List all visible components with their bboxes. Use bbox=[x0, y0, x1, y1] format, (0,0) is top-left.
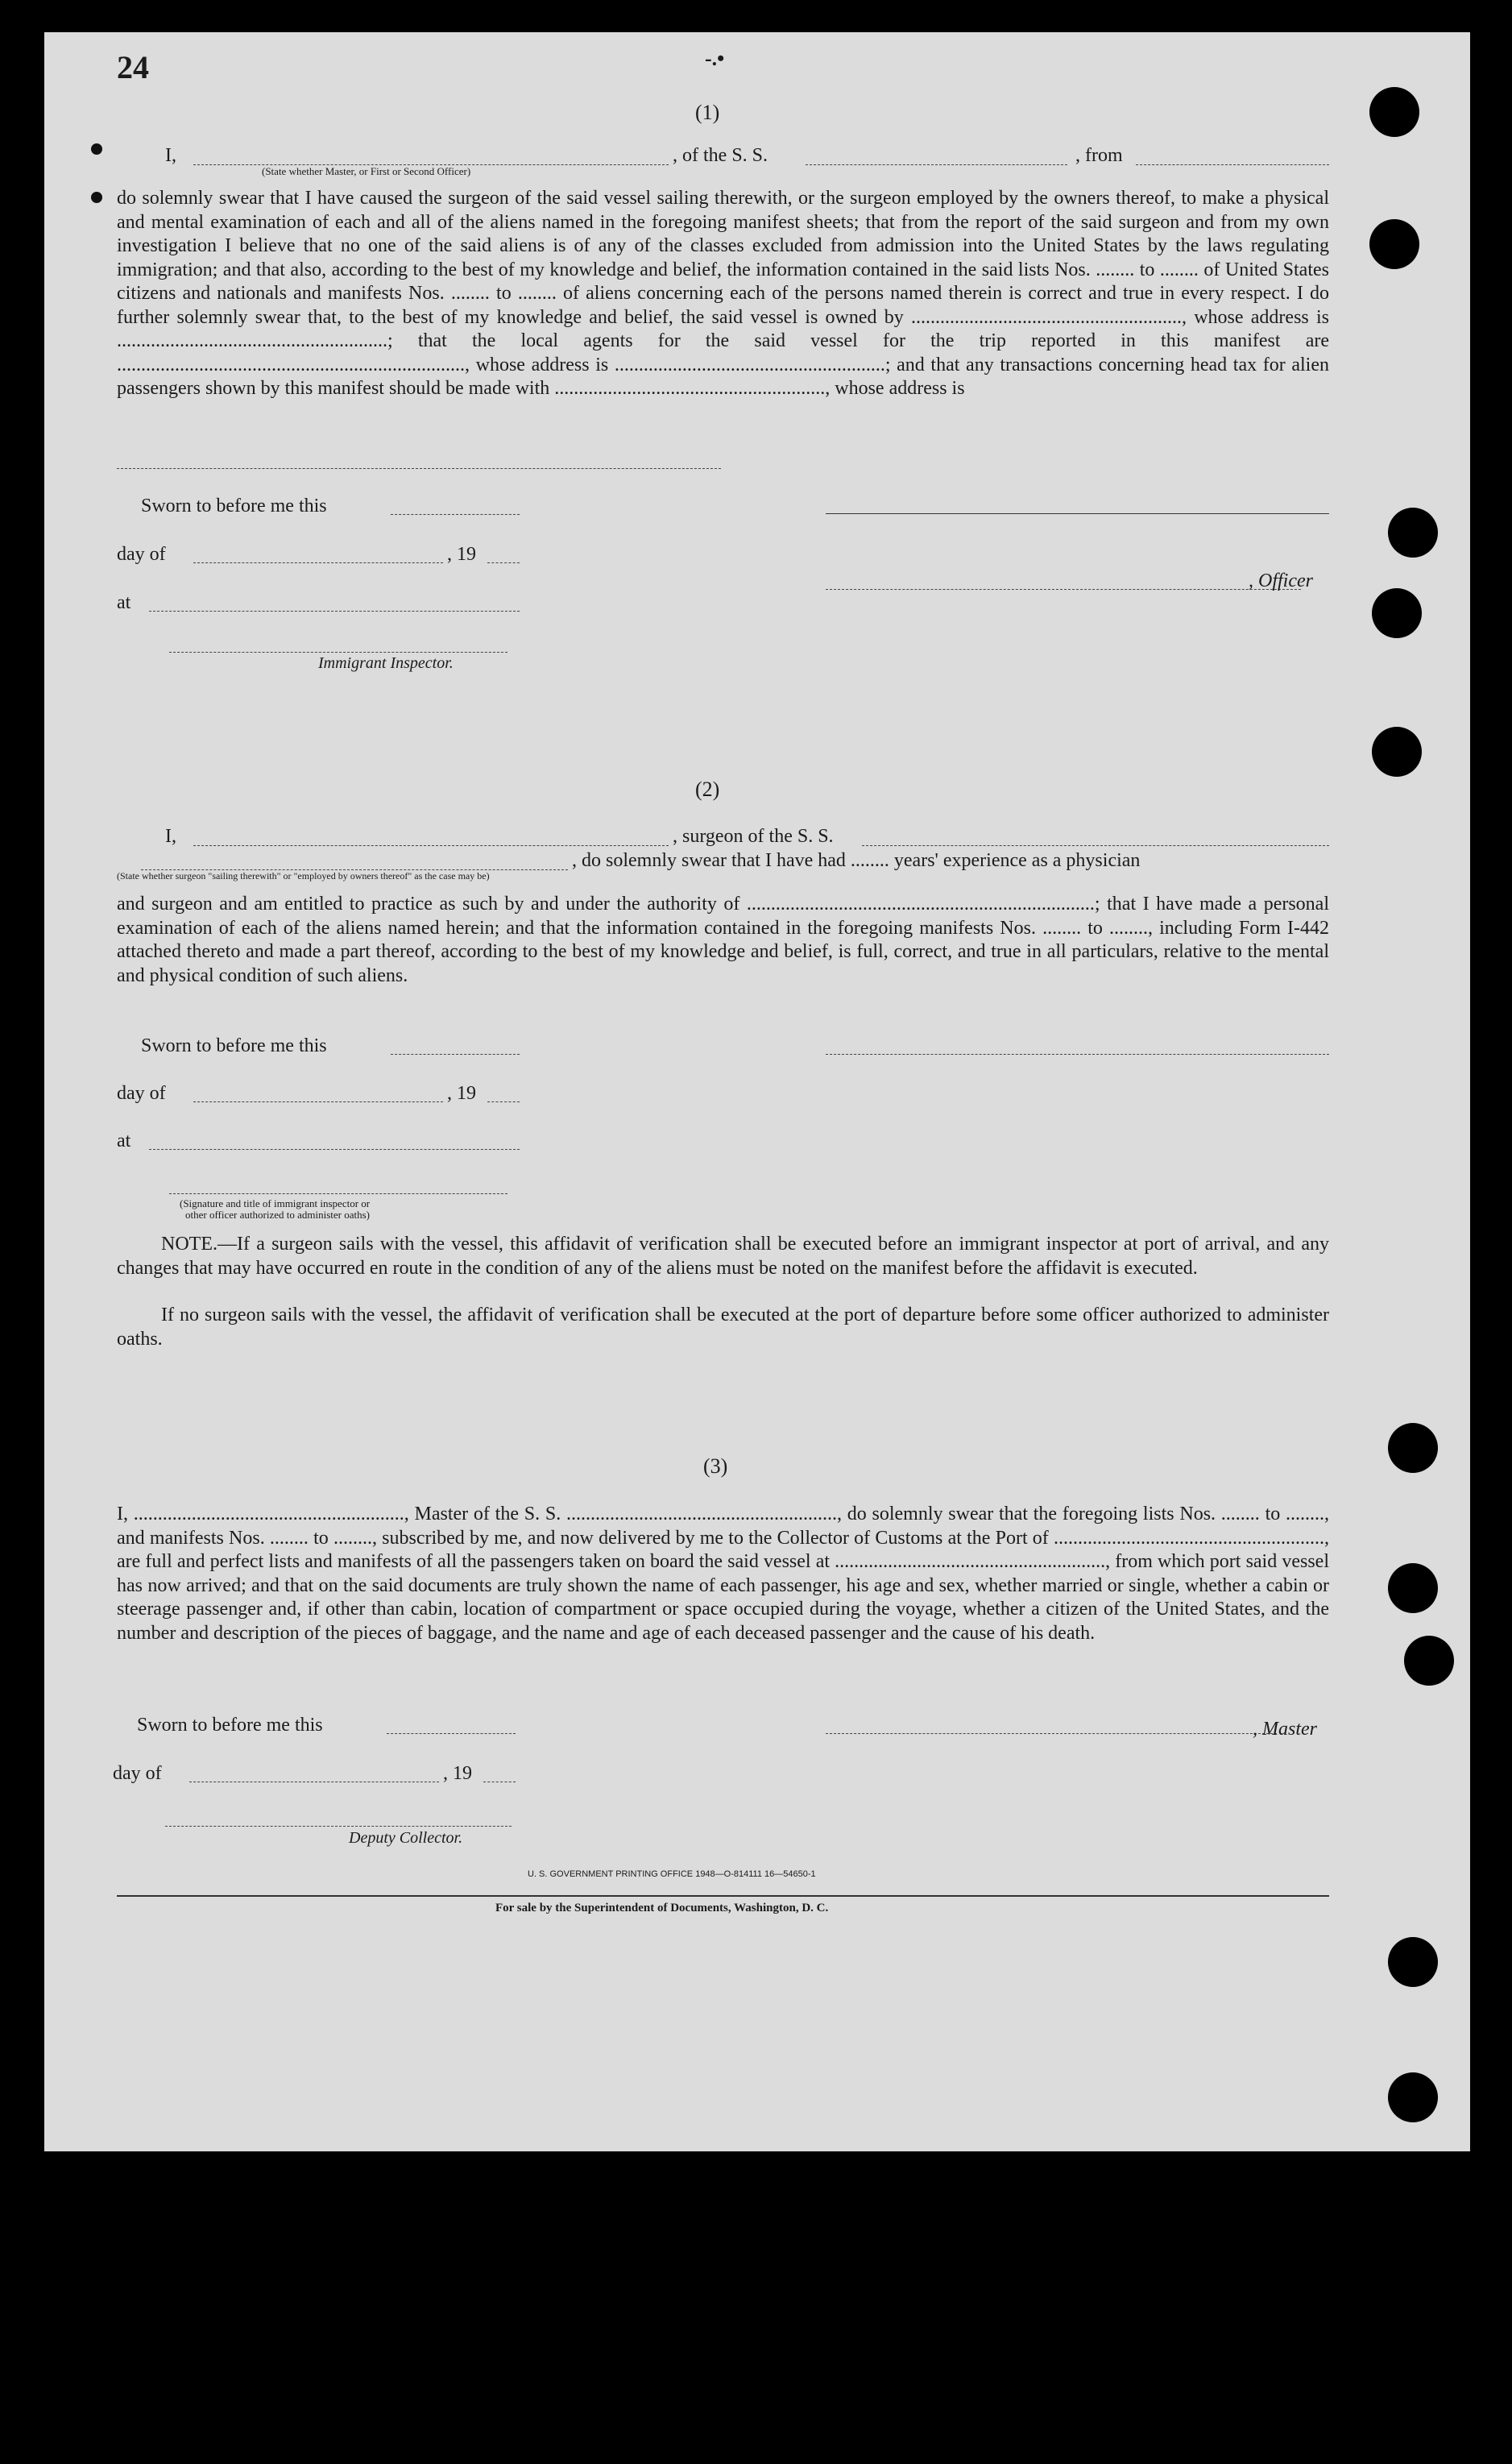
punch-hole bbox=[1404, 1636, 1454, 1686]
s2-surgeon-note: (State whether surgeon "sailing therewith" or "employed by owners thereof" as the case may be) bbox=[117, 870, 490, 881]
section-2-number: (2) bbox=[695, 778, 720, 801]
s2-signature-note-2: other officer authorized to administer oaths) bbox=[185, 1209, 370, 1221]
s1-oath-text: do solemnly swear that I have caused the surgeon of the said vessel sailing therewith, or the surgeon employed by the owners thereof, to make a physical and mental examination of each and all of the aliens named in the foregoing manifest sheets; that from the report of the said surgeon and from my own investigation I believe that no one of the said aliens is of any of the classes excluded from admission into the United States by the laws regulating immigration; and that also, according to the best of my knowledge and belief, the information contained in the said lists Nos. ........ to ........ of United States citizens and nationals and manifests Nos. ........ to ........ of aliens concerning each of the persons named therein is correct and true in every respect. I do further solemnly swear that, to the best of my knowledge and belief, the said vessel is owned by ........................................................, whose address is ........................................................; that the local agents for the said vessel for the trip reported in this manifest are ........................................................................, whose address is ........................................................; and that any transactions concerning head tax for alien passengers shown by this manifest should be made with ........................................................, whose address is bbox=[117, 188, 1329, 399]
s1-officer-note: (State whether Master, or First or Second Officer) bbox=[262, 165, 471, 177]
s2-sworn-label: Sworn to before me this bbox=[141, 1035, 327, 1056]
s2-at-label: at bbox=[117, 1130, 131, 1151]
s2-note-1: NOTE.—If a surgeon sails with the vessel, this affidavit of verification shall be executed before an immigrant inspector at port of arrival, and any changes that may have occurred en route in the condition of any of the aliens must be noted on the manifest before the affidavit is executed. bbox=[117, 1234, 1329, 1279]
s2-signature-note-1: (Signature and title of immigrant inspector or bbox=[180, 1197, 371, 1209]
s2-day-of-label: day of bbox=[117, 1083, 166, 1104]
punch-hole bbox=[1369, 219, 1419, 269]
s3-day-of-label: day of bbox=[113, 1763, 162, 1784]
s1-inspector-label: Immigrant Inspector. bbox=[318, 654, 454, 672]
footer-rule bbox=[117, 1895, 1329, 1897]
s2-i-label: I, bbox=[165, 826, 176, 847]
s1-of-ss-label: , of the S. S. bbox=[673, 145, 768, 166]
manifest-form-page bbox=[44, 32, 1470, 2151]
punch-hole bbox=[1388, 2072, 1438, 2122]
s2-experience-line: , do solemnly swear that I have had ........ years' experience as a physician bbox=[572, 850, 1141, 871]
punch-hole bbox=[1388, 1563, 1438, 1613]
for-sale-note: For sale by the Superintendent of Documents, Washington, D. C. bbox=[495, 1902, 829, 1914]
margin-dot bbox=[91, 143, 102, 155]
s1-officer-label: , Officer bbox=[1249, 570, 1313, 591]
s3-oath-text: I, ........................................................, Master of the S. S. ........................................................, do solemnly swear that the foregoing lists Nos. ........ to ........, and manifests Nos. ........ to ........, subscribed by me, and now delivered by me to the Collector of Customs at the Port of ........................................................, are full and perfect lists and manifests of all the passengers taken on board the said vessel at ........................................................, from which port said vessel has now arrived; and that on the said documents are truly shown the name of each passenger, his age and sex, whether married or single, whether a cabin or steerage passenger and, if other than cabin, location of compartment or space occupied during the voyage, whether a citizen of the United States, and the number and description of the pieces of baggage, and the name and age of each deceased passenger and the cause of his death. bbox=[117, 1504, 1329, 1644]
punch-hole bbox=[1372, 727, 1422, 777]
top-center-mark: -.• bbox=[705, 47, 725, 70]
s1-day-of-label: day of bbox=[117, 544, 166, 565]
s1-i-label: I, bbox=[165, 145, 176, 166]
section-1-number: (1) bbox=[695, 101, 720, 124]
s3-master-label: , Master bbox=[1253, 1719, 1317, 1740]
s1-sworn-label: Sworn to before me this bbox=[141, 496, 327, 516]
gpo-imprint: U. S. GOVERNMENT PRINTING OFFICE 1948—O-814111 16—54650-1 bbox=[528, 1869, 816, 1879]
s2-note-2: If no surgeon sails with the vessel, the affidavit of verification shall be executed at the port of departure before some officer authorized to administer oaths. bbox=[117, 1305, 1329, 1350]
s2-oath-text: and surgeon and am entitled to practice as such by and under the authority of ........................................................................; that I have made a personal examination of each of the aliens named herein; and that the information contained in the foregoing manifests Nos. ........ to ........, including Form I-442 attached thereto and made a part thereof, according to the best of my knowledge and belief, is full, correct, and true in all particulars, relative to the mental and physical condition of such aliens. bbox=[117, 894, 1329, 986]
punch-hole bbox=[1388, 1423, 1438, 1473]
s1-at-label: at bbox=[117, 592, 131, 613]
s2-surgeon-label: , surgeon of the S. S. bbox=[673, 826, 834, 847]
punch-hole bbox=[1369, 87, 1419, 137]
s3-year-label: , 19 bbox=[443, 1763, 472, 1784]
page-number-mark: 24 bbox=[117, 49, 149, 85]
punch-hole bbox=[1388, 1937, 1438, 1987]
s2-year-label: , 19 bbox=[447, 1083, 476, 1104]
punch-hole bbox=[1372, 588, 1422, 638]
s3-sworn-label: Sworn to before me this bbox=[137, 1715, 323, 1736]
s1-year-label: , 19 bbox=[447, 544, 476, 565]
section-3-number: (3) bbox=[703, 1454, 728, 1478]
s3-deputy-collector-label: Deputy Collector. bbox=[349, 1829, 463, 1847]
s1-from-label: , from bbox=[1075, 145, 1123, 166]
punch-hole bbox=[1388, 508, 1438, 558]
margin-dot bbox=[91, 192, 102, 203]
